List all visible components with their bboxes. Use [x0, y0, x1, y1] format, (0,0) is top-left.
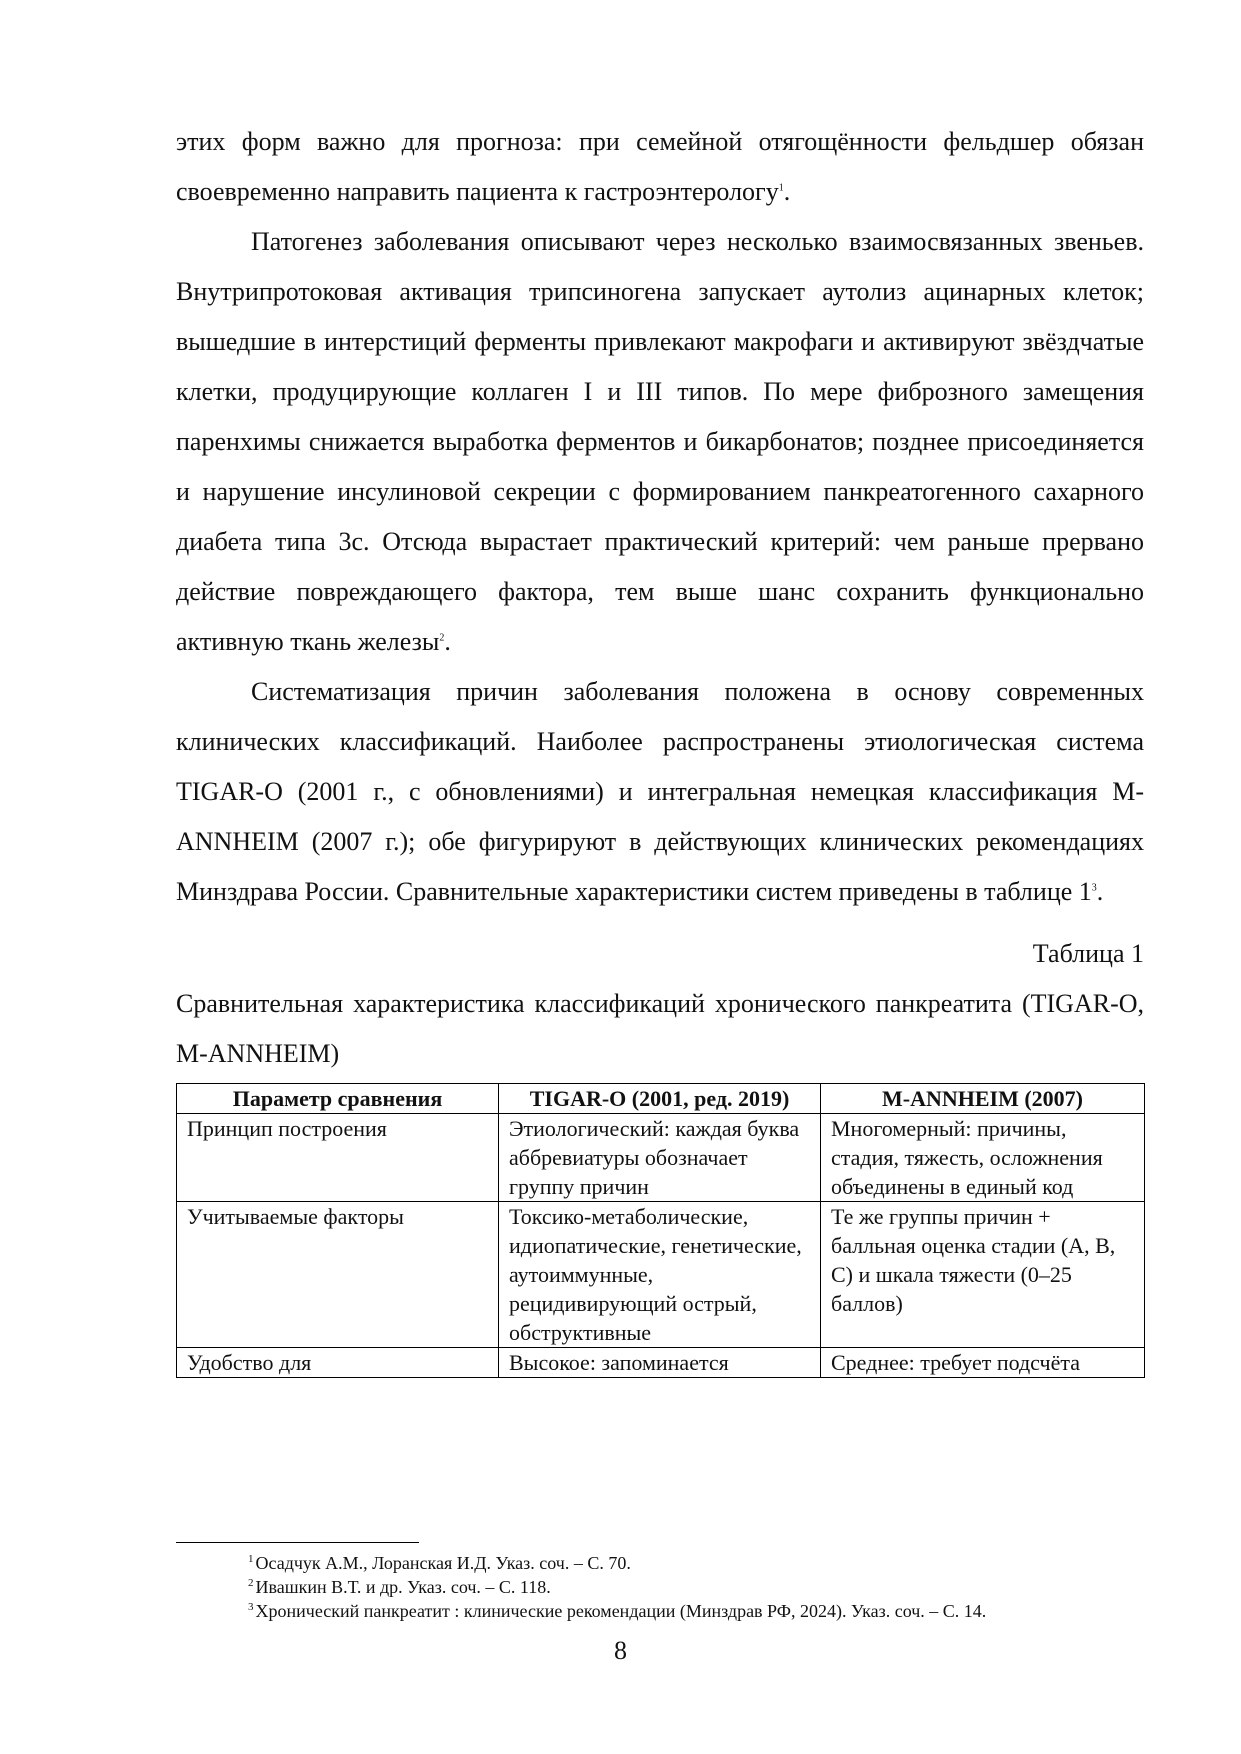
footnote-ref-1: 1: [778, 182, 784, 194]
table-row: [177, 1114, 1145, 1202]
footnote-ref-3: 3: [1091, 882, 1097, 894]
table-cell: Многомерный: причины, стадия, тяжесть, осложнения объединены в единый код: [821, 1114, 1145, 1202]
table-cell: Этиологический: каждая буква аббревиатуры обозначает группу причин: [499, 1114, 821, 1202]
table-number: Таблица 1: [1032, 939, 1144, 968]
footnote-1: $^1$ Осадчук А.М., Лоранская И.Д. Указ. соч. – С. 70.: [248, 1553, 631, 1573]
footnote-ref-2: 2: [439, 632, 445, 644]
table-cell: Среднее: требует подсчёта: [821, 1348, 1145, 1378]
table-row: [177, 1202, 1145, 1348]
footnote-2: $^2$ Ивашкин В.Т. и др. Указ. соч. – С. 118.: [248, 1577, 551, 1597]
footnotes: [176, 1542, 1144, 1623]
table-header-cell: M-ANNHEIM (2007): [821, 1084, 1145, 1114]
page-body: [176, 117, 1144, 1378]
table-cell: Удобство для: [177, 1348, 499, 1378]
paragraph-2: Патогенез заболевания описывают через несколько взаимосвязанных звеньев. Внутрипротоковая активация трипсиногена запускает аутолиз ацинарных клеток; вышедшие в интерстиций ферменты привлекают макрофаги и активируют звёздчатые клетки, продуцирующие коллаген I и III типов. По мере фиброзного замещения паренхимы снижается выработка ферментов и бикарбонатов; позднее присоединяется и нарушение инсулиновой секреции с формированием панкреатогенного сахарного диабета типа 3с. Отсюда вырастает практический критерий: чем раньше прервано действие повреждающего фактора, тем выше шанс сохранить функционально активную ткань железы$^2$.: [176, 227, 1144, 656]
table-cell: Принцип построения: [177, 1114, 499, 1202]
table-cell: Высокое: запоминается: [499, 1348, 821, 1378]
page-number: 8: [614, 1636, 627, 1665]
footnote-separator: [176, 1542, 419, 1543]
table-header-cell: TIGAR-O (2001, ред. 2019): [499, 1084, 821, 1114]
footnote-3: $^3$ Хронический панкреатит : клинические рекомендации (Минздрав РФ, 2024). Указ. соч. – С. 14.: [248, 1601, 987, 1621]
table-cell: Учитываемые факторы: [177, 1202, 499, 1348]
comparison-table: [176, 1083, 1145, 1378]
table-cell: Те же группы причин + балльная оценка стадии (A, B, C) и шкала тяжести (0–25 баллов): [821, 1202, 1145, 1348]
table-header-row: [177, 1084, 1145, 1114]
paragraph-1: этих форм важно для прогноза: при семейной отягощённости фельдшер обязан своевременно направить пациента к гастроэнтерологу$^1$.: [176, 127, 1144, 206]
table-row: [177, 1348, 1145, 1378]
paragraph-3: Систематизация причин заболевания положена в основу современных клинических классификаций. Наиболее распространены этиологическая система TIGAR-O (2001 г., с обновлениями) и интегральная немецкая классификация M-ANNHEIM (2007 г.); обе фигурируют в действующих клинических рекомендациях Минздрава России. Сравнительные характеристики систем приведены в таблице 1$^3$.: [176, 677, 1144, 906]
table-header-cell: Параметр сравнения: [177, 1084, 499, 1114]
table-cell: Токсико-метаболические, идиопатические, генетические, аутоиммунные, рецидивирующий острый, обструктивные: [499, 1202, 821, 1348]
table-caption: Сравнительная характеристика классификаций хронического панкреатита (TIGAR-O, M-ANNHEIM): [176, 989, 1144, 1068]
